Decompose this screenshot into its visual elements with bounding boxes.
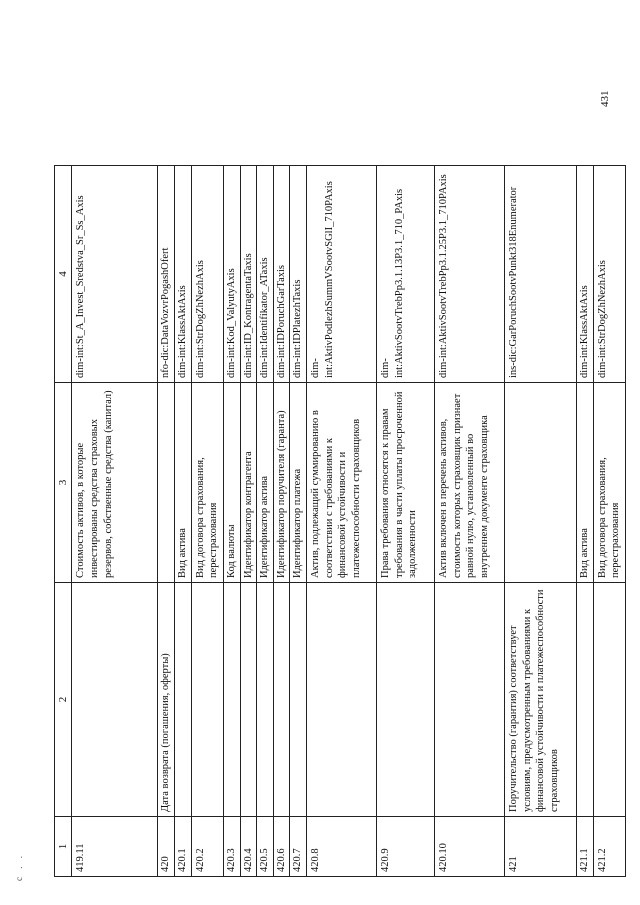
row-dimension: Вид актива bbox=[577, 383, 594, 583]
row-code: dim-int:StrDogZhNezhAxis bbox=[593, 166, 625, 383]
row-number: 420 bbox=[158, 817, 175, 877]
row-number: 420.10 bbox=[435, 817, 505, 877]
row-indicator bbox=[290, 583, 307, 817]
row-dimension: Актив, подлежащий суммированию в соответствии с требованиями к финансовой устойчивости и платежеспособности страховщиков bbox=[307, 383, 377, 583]
row-indicator: Поручительство (гарантия) соответствует условиям, предусмотренным требованиями к финансовой устойчивости и платежеспособности страховщиков bbox=[505, 583, 577, 817]
table-row bbox=[577, 166, 594, 877]
row-dimension: Стоимость активов, в которые инвестированы средства страховых резервов, собственные средства (капитал) bbox=[72, 383, 158, 583]
row-indicator bbox=[307, 583, 377, 817]
row-code: dim-int:St_A_Invest_Sredstva_Sr_Ss_Axis bbox=[72, 166, 158, 383]
row-code: dim-int:ID_KontragentaTaxis bbox=[240, 166, 257, 383]
table-row bbox=[191, 166, 223, 877]
row-dimension: Актив включен в перечень активов, стоимость которых страховщик признает равной нулю, установленный во внутреннем документе страховщика bbox=[435, 383, 505, 583]
row-code: dim-int:IDPoruchGarTaxis bbox=[273, 166, 290, 383]
row-indicator: Дата возврата (погашения, оферты) bbox=[158, 583, 175, 817]
row-code: dim-int:Identifikator_ATaxis bbox=[257, 166, 274, 383]
row-indicator bbox=[174, 583, 191, 817]
row-indicator bbox=[191, 583, 223, 817]
row-dimension: Вид договора страхования, перестрахования bbox=[191, 383, 223, 583]
row-indicator bbox=[377, 583, 435, 817]
table-row bbox=[174, 166, 191, 877]
row-code: dim-int:AktivSootvTrebPp3.1.13P3.1_710_PAxis bbox=[377, 166, 435, 383]
row-number: 420.2 bbox=[191, 817, 223, 877]
row-number: 421.1 bbox=[577, 817, 594, 877]
row-number: 420.3 bbox=[223, 817, 240, 877]
xbrl-mapping-table bbox=[54, 165, 626, 877]
row-code: dim-int:KlassAktAxis bbox=[174, 166, 191, 383]
row-number: 420.6 bbox=[273, 817, 290, 877]
table-row bbox=[240, 166, 257, 877]
row-indicator bbox=[72, 583, 158, 817]
row-number: 420.7 bbox=[290, 817, 307, 877]
row-dimension: Идентификатор поручителя (гаранта) bbox=[273, 383, 290, 583]
row-code: dim-int:StrDogZhNezhAxis bbox=[191, 166, 223, 383]
header-col-4: 4 bbox=[55, 166, 72, 383]
row-number: 420.9 bbox=[377, 817, 435, 877]
table-row bbox=[223, 166, 240, 877]
margin-marks: с . . bbox=[14, 853, 24, 881]
row-code: dim-int:IDPlatezhTaxis bbox=[290, 166, 307, 383]
row-number: 421 bbox=[505, 817, 577, 877]
row-code: nfo-dic:DataVozvrPogashOfert bbox=[158, 166, 175, 383]
row-indicator bbox=[593, 583, 625, 817]
row-dimension bbox=[158, 383, 175, 583]
row-dimension: Код валюты bbox=[223, 383, 240, 583]
row-indicator bbox=[240, 583, 257, 817]
row-dimension bbox=[505, 383, 577, 583]
table-row bbox=[257, 166, 274, 877]
header-col-2: 2 bbox=[55, 583, 72, 817]
row-number: 421.2 bbox=[593, 817, 625, 877]
table-header-row bbox=[55, 166, 72, 877]
row-code: dim-int:AktivPodlezhSummVSootvSGlI_710PAxis bbox=[307, 166, 377, 383]
row-number: 420.5 bbox=[257, 817, 274, 877]
table-row bbox=[377, 166, 435, 877]
row-dimension: Идентификатор контрагента bbox=[240, 383, 257, 583]
table-row bbox=[593, 166, 625, 877]
row-number: 419.11 bbox=[72, 817, 158, 877]
row-code: dim-int:Kod_ValyutyAxis bbox=[223, 166, 240, 383]
header-col-1: 1 bbox=[55, 817, 72, 877]
table-row bbox=[435, 166, 505, 877]
table-row bbox=[72, 166, 158, 877]
row-number: 420.8 bbox=[307, 817, 377, 877]
row-indicator bbox=[257, 583, 274, 817]
table-row bbox=[505, 166, 577, 877]
row-indicator bbox=[223, 583, 240, 817]
row-code: dim-int:KlassAktAxis bbox=[577, 166, 594, 383]
row-code: dim-int:AktivSootvTrebPp3.1.25P3.1_710PAxis bbox=[435, 166, 505, 383]
table-row bbox=[158, 166, 175, 877]
table-row bbox=[307, 166, 377, 877]
row-dimension: Идентификатор платежа bbox=[290, 383, 307, 583]
page-number: 431 bbox=[599, 90, 611, 107]
header-col-3: 3 bbox=[55, 383, 72, 583]
row-indicator bbox=[435, 583, 505, 817]
row-dimension: Идентификатор актива bbox=[257, 383, 274, 583]
row-indicator bbox=[577, 583, 594, 817]
row-dimension: Права требования относятся к правам требования в части уплаты просроченной задолженности bbox=[377, 383, 435, 583]
table-row bbox=[290, 166, 307, 877]
table-row bbox=[273, 166, 290, 877]
row-number: 420.4 bbox=[240, 817, 257, 877]
row-number: 420.1 bbox=[174, 817, 191, 877]
row-code: ins-dic:GarPoruchSootvPunkt318Enumerator bbox=[505, 166, 577, 383]
row-dimension: Вид актива bbox=[174, 383, 191, 583]
row-indicator bbox=[273, 583, 290, 817]
row-dimension: Вид договора страхования, перестрахования bbox=[593, 383, 625, 583]
